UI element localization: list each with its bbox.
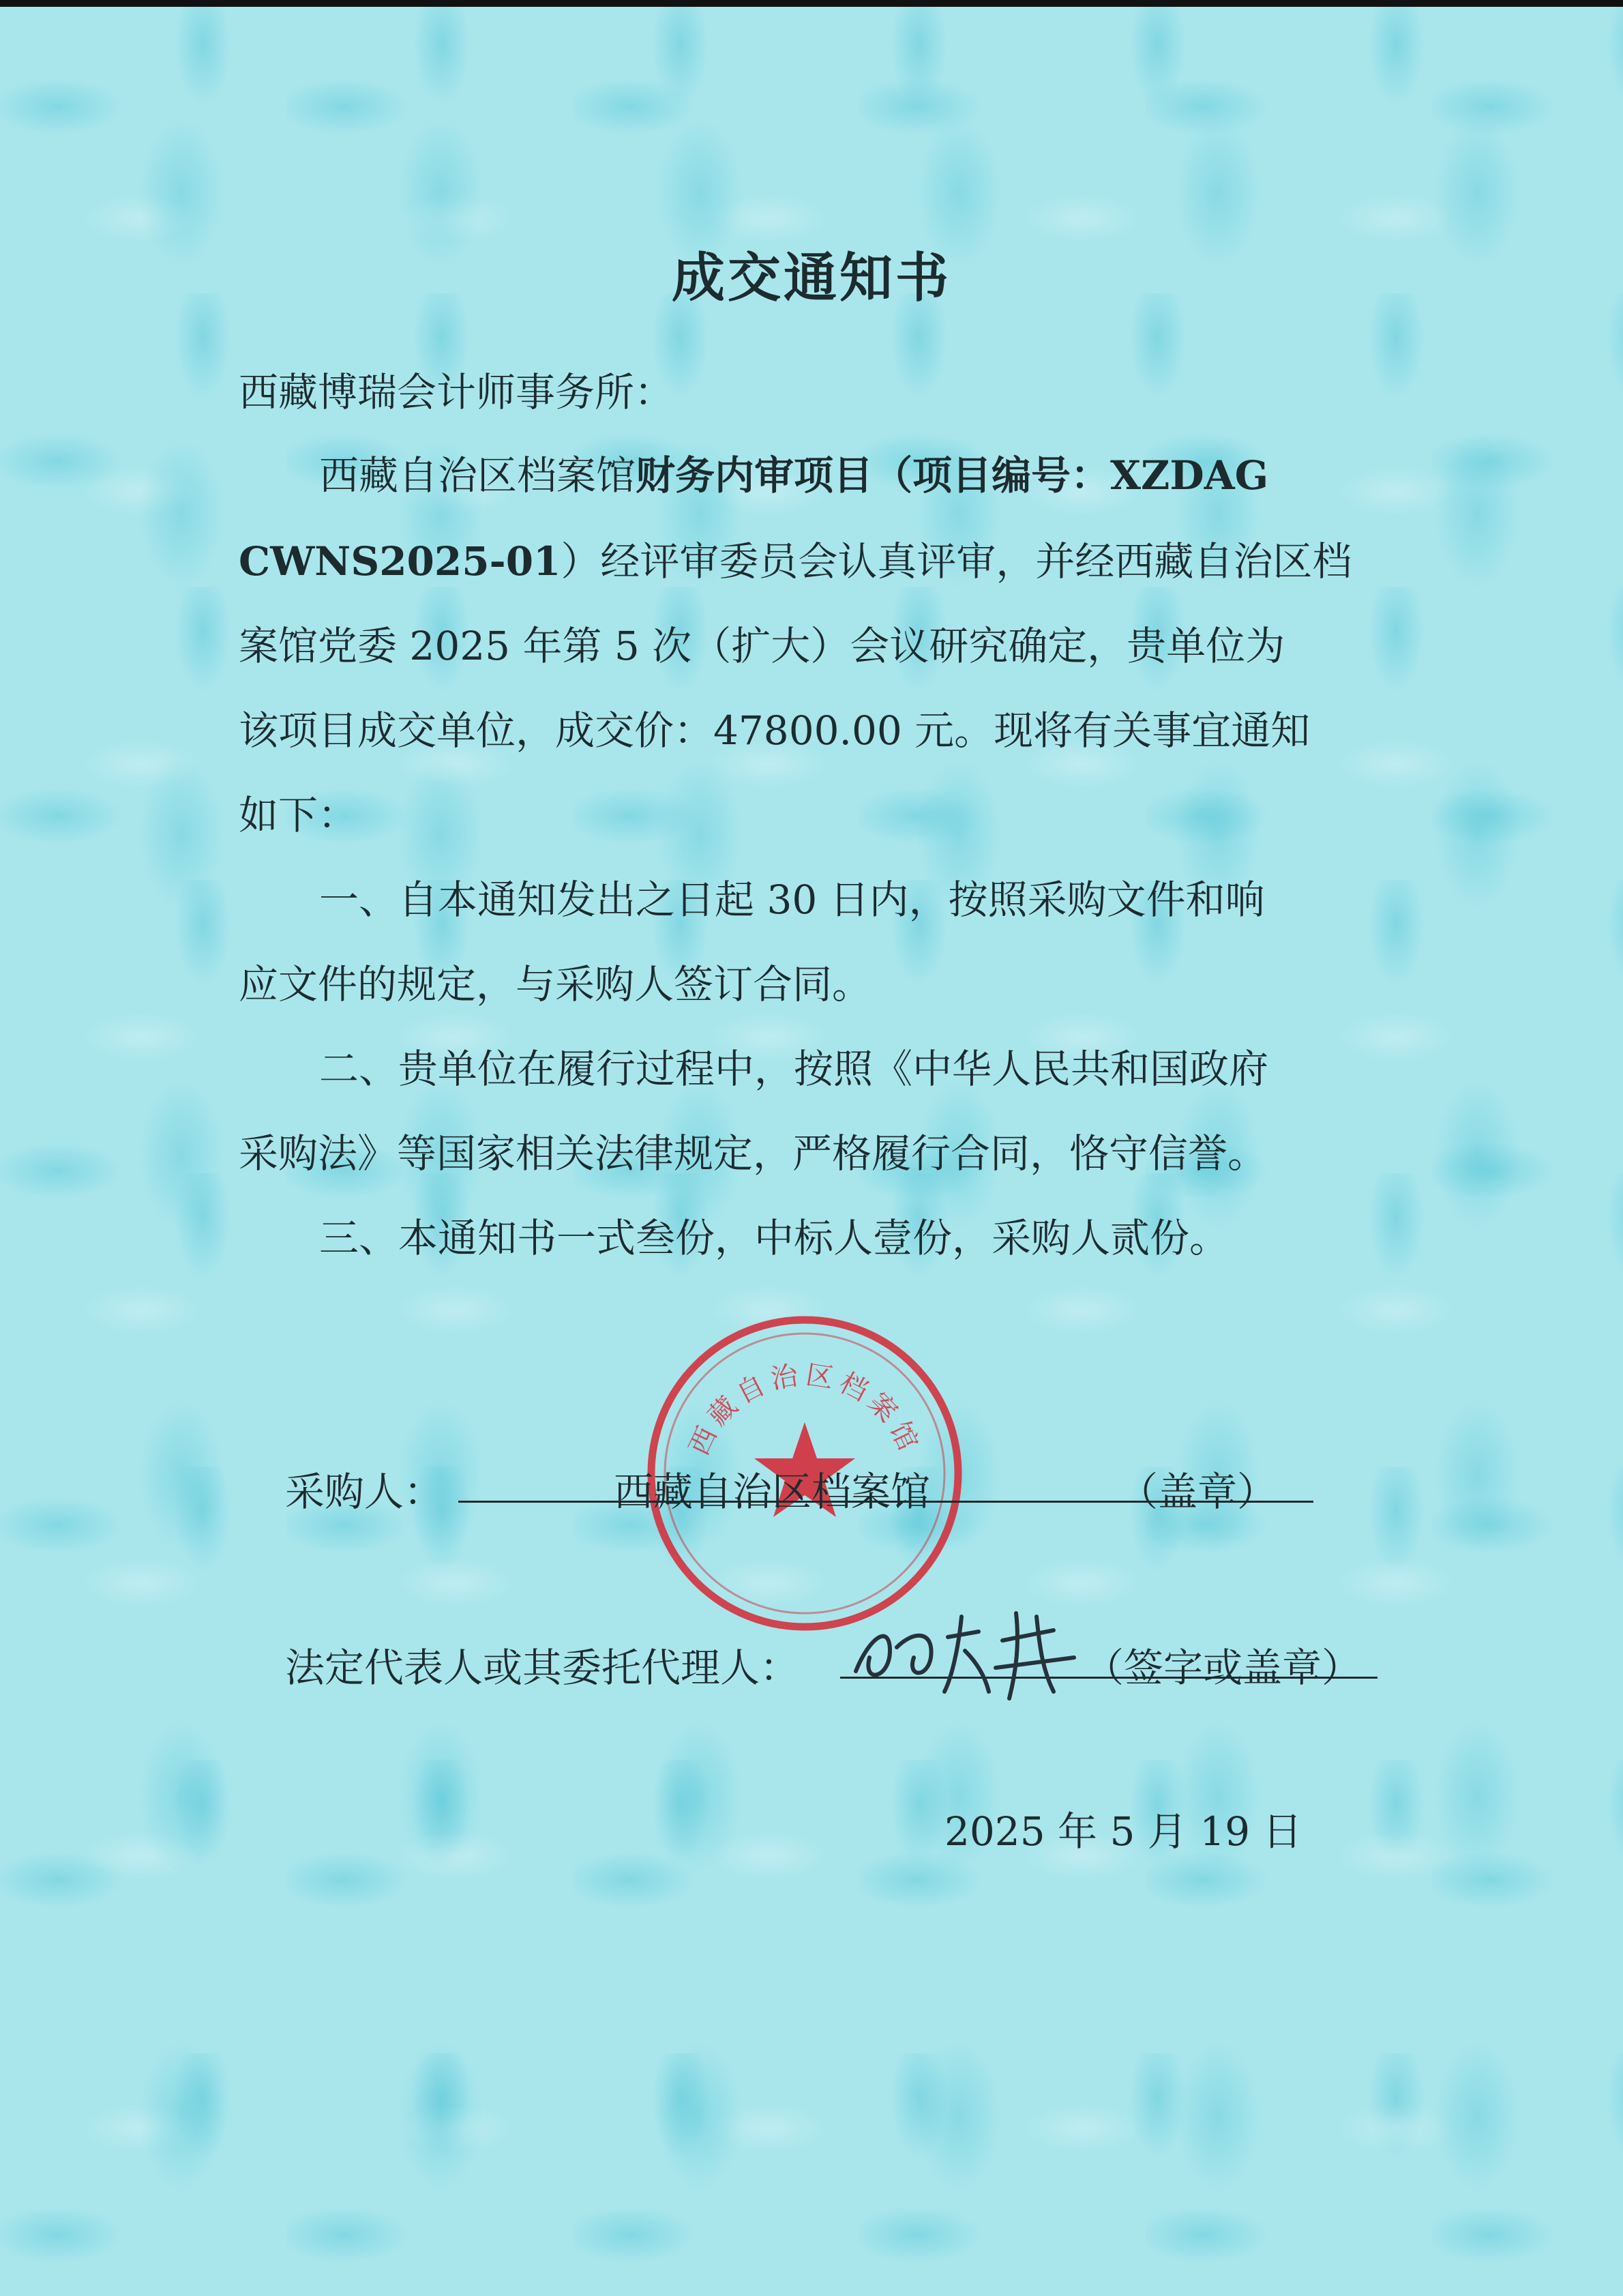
item1-line1: 一、自本通知发出之日起 30 日内，按照采购文件和响 [319, 877, 1265, 923]
item1-line2: 应文件的规定，与采购人签订合同。 [239, 961, 872, 1007]
rep-note: （签字或盖章） [1084, 1645, 1362, 1691]
item2-line2: 采购法》等国家相关法律规定，严格履行合同，恪守信誉。 [239, 1130, 1268, 1177]
para1-line1-pre: 西藏自治区档案馆 [319, 452, 636, 499]
para1-line4: 该项目成交单位，成交价：47800.00 元。现将有关事宜通知 [239, 707, 1311, 754]
para1-line2-rest: ）经评审委员会认真评审，并经西藏自治区档 [561, 538, 1352, 585]
para1-line3: 案馆党委 2025 年第 5 次（扩大）会议研究确定，贵单位为 [239, 623, 1285, 669]
addressee: 西藏博瑞会计师事务所： [239, 369, 674, 415]
item3: 三、本通知书一式叁份，中标人壹份，采购人贰份。 [319, 1215, 1230, 1261]
project-name-bold: 财务内审项目（项目编号：XZDAG [636, 452, 1269, 499]
rep-label: 法定代表人或其委托代理人： [285, 1645, 800, 1691]
item2-line1: 二、贵单位在履行过程中，按照《中华人民共和国政府 [319, 1046, 1269, 1092]
purchaser-label: 采购人： [285, 1469, 444, 1515]
para1-line1 [319, 443, 1268, 501]
svg-text:西藏自治区档案馆: 西藏自治区档案馆 [683, 1359, 926, 1460]
handwritten-signature-icon [849, 1589, 1108, 1705]
para1-line5: 如下： [239, 792, 358, 838]
purchaser-name: 西藏自治区档案馆 [614, 1469, 931, 1515]
project-code-bold: CWNS2025-01 [239, 538, 561, 585]
para1-line2 [239, 529, 1352, 587]
purchaser-stamp-note: （盖章） [1118, 1469, 1277, 1515]
document-title: 成交通知书 [671, 247, 951, 309]
issue-date: 2025 年 5 月 19 日 [944, 1808, 1302, 1855]
